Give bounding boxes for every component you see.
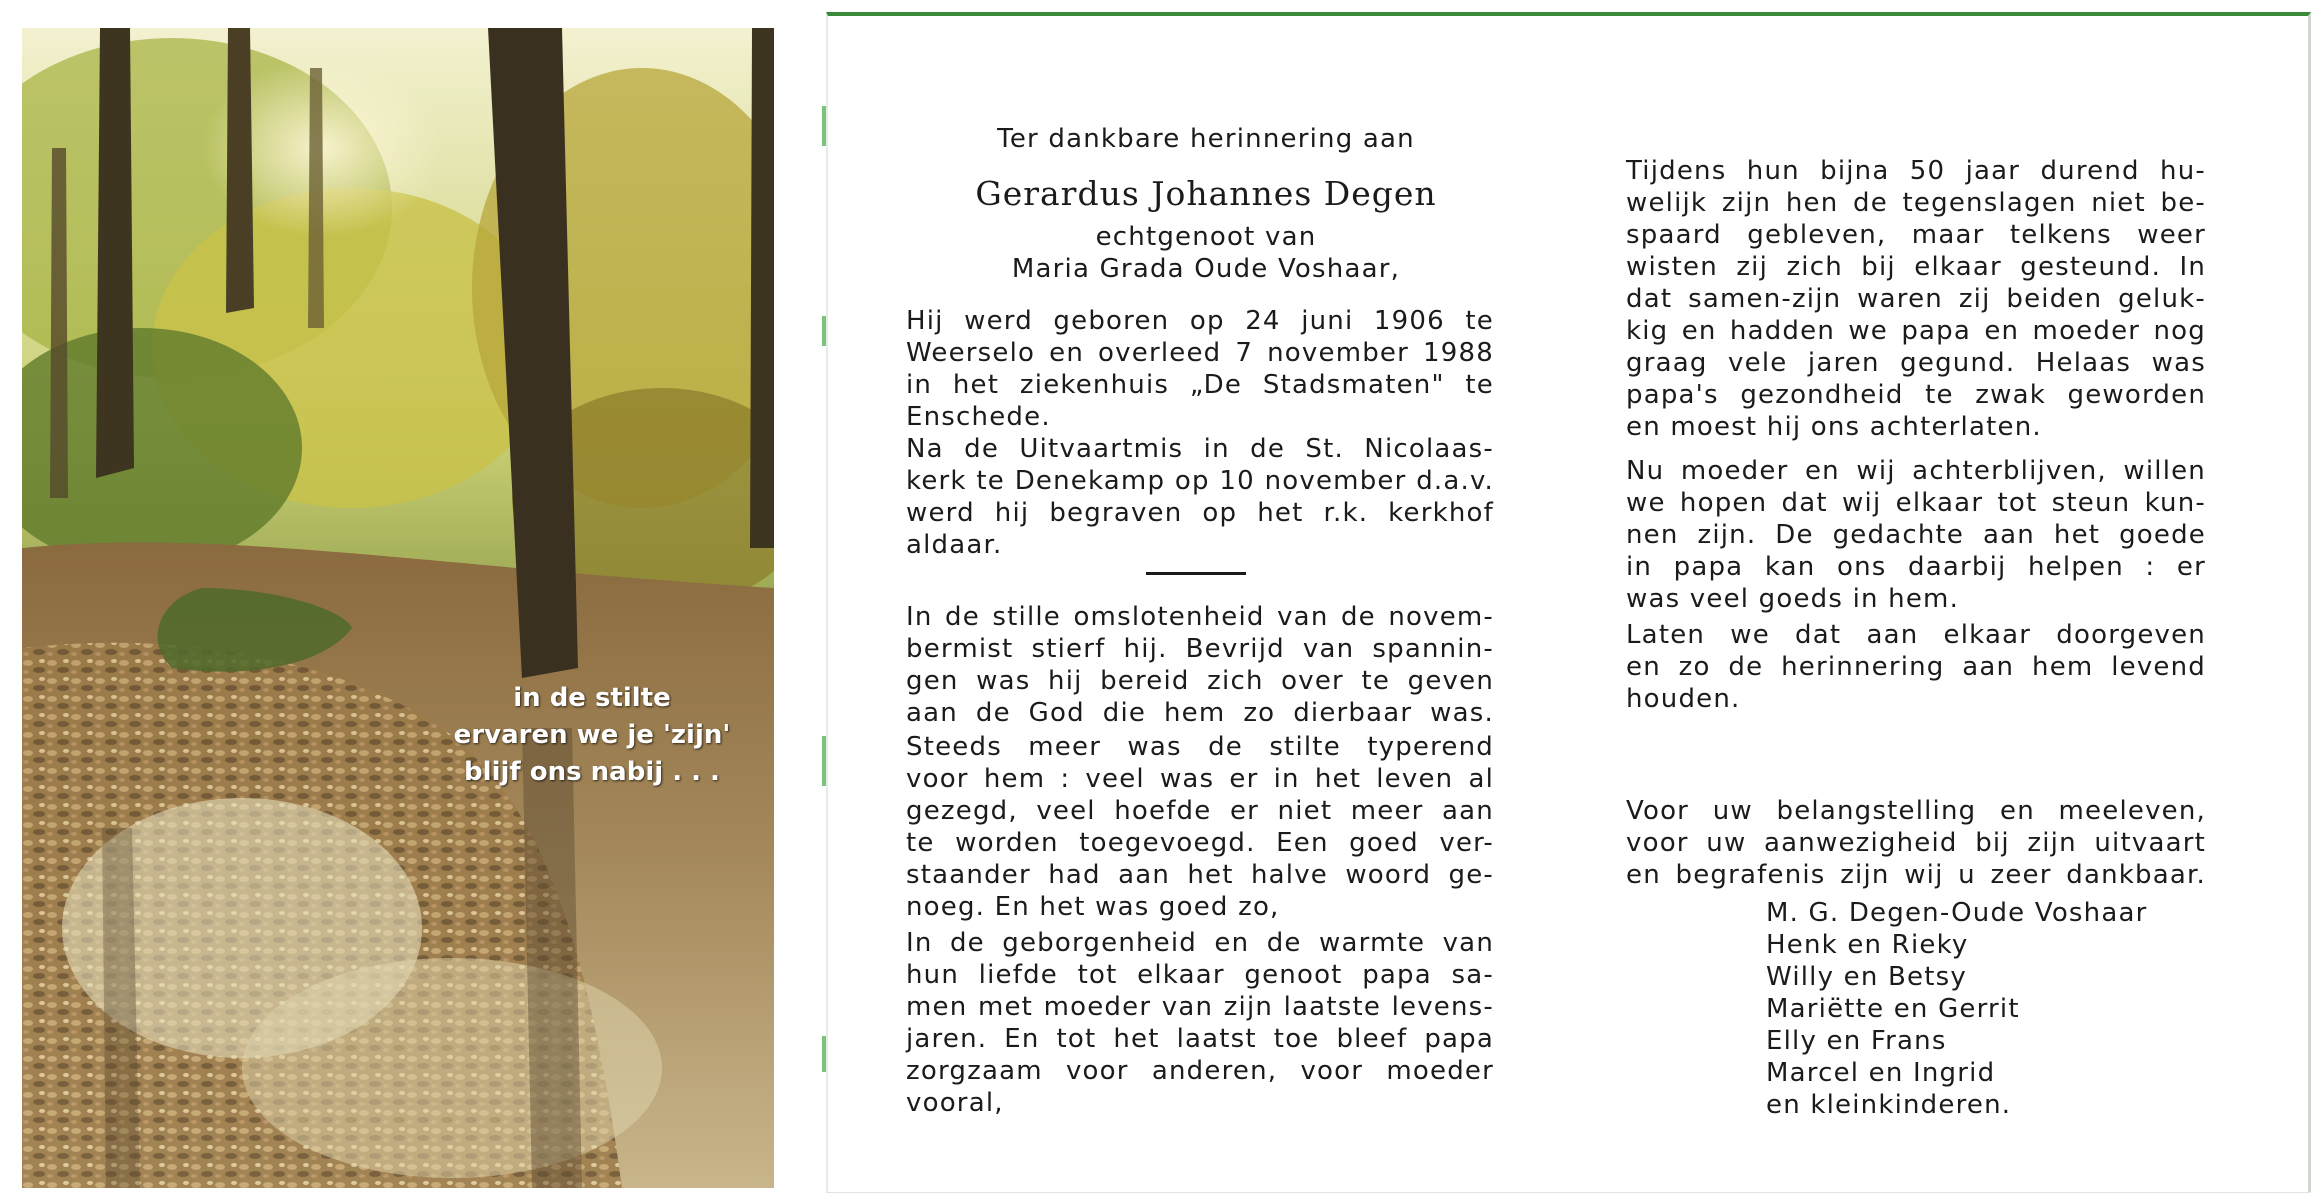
signatory: Elly en Frans [1766, 1026, 1947, 1056]
signatory: M. G. Degen-Oude Voshaar [1766, 898, 2148, 928]
text-line: gezegd, veel hoefde er niet meer aan [906, 796, 1494, 826]
forest-path-illustration [22, 28, 774, 1188]
memorial-text-card [826, 12, 2311, 1192]
text-line: Steeds meer was de stilte typerend [906, 732, 1494, 762]
text-line: in papa kan ons daarbij helpen : er [1626, 552, 2206, 582]
text-line: zorgzaam voor anderen, voor moeder [906, 1056, 1494, 1086]
thanks-line: voor uw aanwezigheid bij zijn uitvaart [1626, 828, 2206, 858]
forest-photo-card [22, 28, 774, 1188]
heading: Ter dankbare herinnering aan [997, 124, 1415, 154]
text-line: spaard gebleven, maar telkens weer [1626, 220, 2206, 250]
text-line: wisten zij zich bij elkaar gesteund. In [1626, 252, 2206, 282]
text-line: Tijdens hun bijna 50 jaar durend hu- [1626, 156, 2206, 186]
photo-caption [422, 680, 762, 791]
text-line: bermist stierf hij. Bevrijd van spannin- [906, 634, 1494, 664]
thanks-line: Voor uw belangstelling en meeleven, [1626, 796, 2206, 826]
thanks-line: en begrafenis zijn wij u zeer dankbaar. [1626, 860, 2206, 890]
text-line: hun liefde tot elkaar genoot papa sa- [906, 960, 1494, 990]
text-line: In de geborgenheid en de warmte van [906, 928, 1494, 958]
green-edge-mark [822, 316, 826, 346]
signatory: Henk en Rieky [1766, 930, 1969, 960]
text-line: en zo de herinnering aan hem levend [1626, 652, 2206, 682]
text-line: Na de Uitvaartmis in de St. Nicolaas- [906, 434, 1494, 464]
caption-line: ervaren we je 'zijn' [453, 720, 731, 750]
text-line: Enschede. [906, 402, 1051, 432]
text-line: staander had aan het halve woord ge- [906, 860, 1494, 890]
green-edge-mark [822, 1036, 826, 1072]
text-line: kerk te Denekamp op 10 november d.a.v. [906, 466, 1494, 496]
text-line: aan de God die hem zo dierbaar was. [906, 698, 1494, 728]
text-line: noeg. En het was goed zo, [906, 892, 1280, 922]
text-line: nen zijn. De gedachte aan het goede [1626, 520, 2206, 550]
spouse-label: echtgenoot van [1095, 222, 1317, 252]
green-edge-mark [822, 106, 826, 146]
section-divider [1146, 572, 1246, 575]
text-line: Hij werd geboren op 24 juni 1906 te [906, 306, 1494, 336]
text-line: dat samen-zijn waren zij beiden geluk- [1626, 284, 2206, 314]
text-line: jaren. En tot het laatst toe bleef papa [906, 1024, 1494, 1054]
text-line: werd hij begraven op het r.k. kerkhof [906, 498, 1494, 528]
text-line: in het ziekenhuis „De Stadsmaten" te [906, 370, 1494, 400]
text-line: houden. [1626, 684, 1741, 714]
text-line: gen was hij bereid zich over te geven [906, 666, 1494, 696]
signatory: Mariëtte en Gerrit [1766, 994, 2020, 1024]
text-line: en moest hij ons achterlaten. [1626, 412, 2042, 442]
text-line: was veel goeds in hem. [1626, 584, 1960, 614]
text-line: men met moeder van zijn laatste levens- [906, 992, 1494, 1022]
text-line: graag vele jaren gegund. Helaas was [1626, 348, 2206, 378]
text-line: voor hem : veel was er in het leven al [906, 764, 1494, 794]
text-line: we hopen dat wij elkaar tot steun kun- [1626, 488, 2206, 518]
text-line: aldaar. [906, 530, 1003, 560]
text-line: vooral, [906, 1088, 1004, 1118]
text-line: te worden toegevoegd. Een goed ver- [906, 828, 1494, 858]
green-edge-mark [822, 736, 826, 786]
deceased-name: Gerardus Johannes Degen [975, 174, 1437, 213]
text-line: Nu moeder en wij achterblijven, willen [1626, 456, 2206, 486]
text-line: Weerselo en overleed 7 november 1988 [906, 338, 1494, 368]
text-line: In de stille omslotenheid van de novem- [906, 602, 1494, 632]
text-line: welijk zijn hen de tegenslagen niet be- [1626, 188, 2206, 218]
spouse-name: Maria Grada Oude Voshaar, [1011, 254, 1401, 284]
caption-line: blijf ons nabij . . . [464, 757, 720, 787]
text-line: kig en hadden we papa en moeder nog [1626, 316, 2206, 346]
text-line: Laten we dat aan elkaar doorgeven [1626, 620, 2206, 650]
signatory: Willy en Betsy [1766, 962, 1967, 992]
signatory: Marcel en Ingrid [1766, 1058, 1996, 1088]
caption-line: in de stilte [513, 683, 671, 713]
text-line: papa's gezondheid te zwak geworden [1626, 380, 2206, 410]
signatory: en kleinkinderen. [1766, 1090, 2012, 1120]
